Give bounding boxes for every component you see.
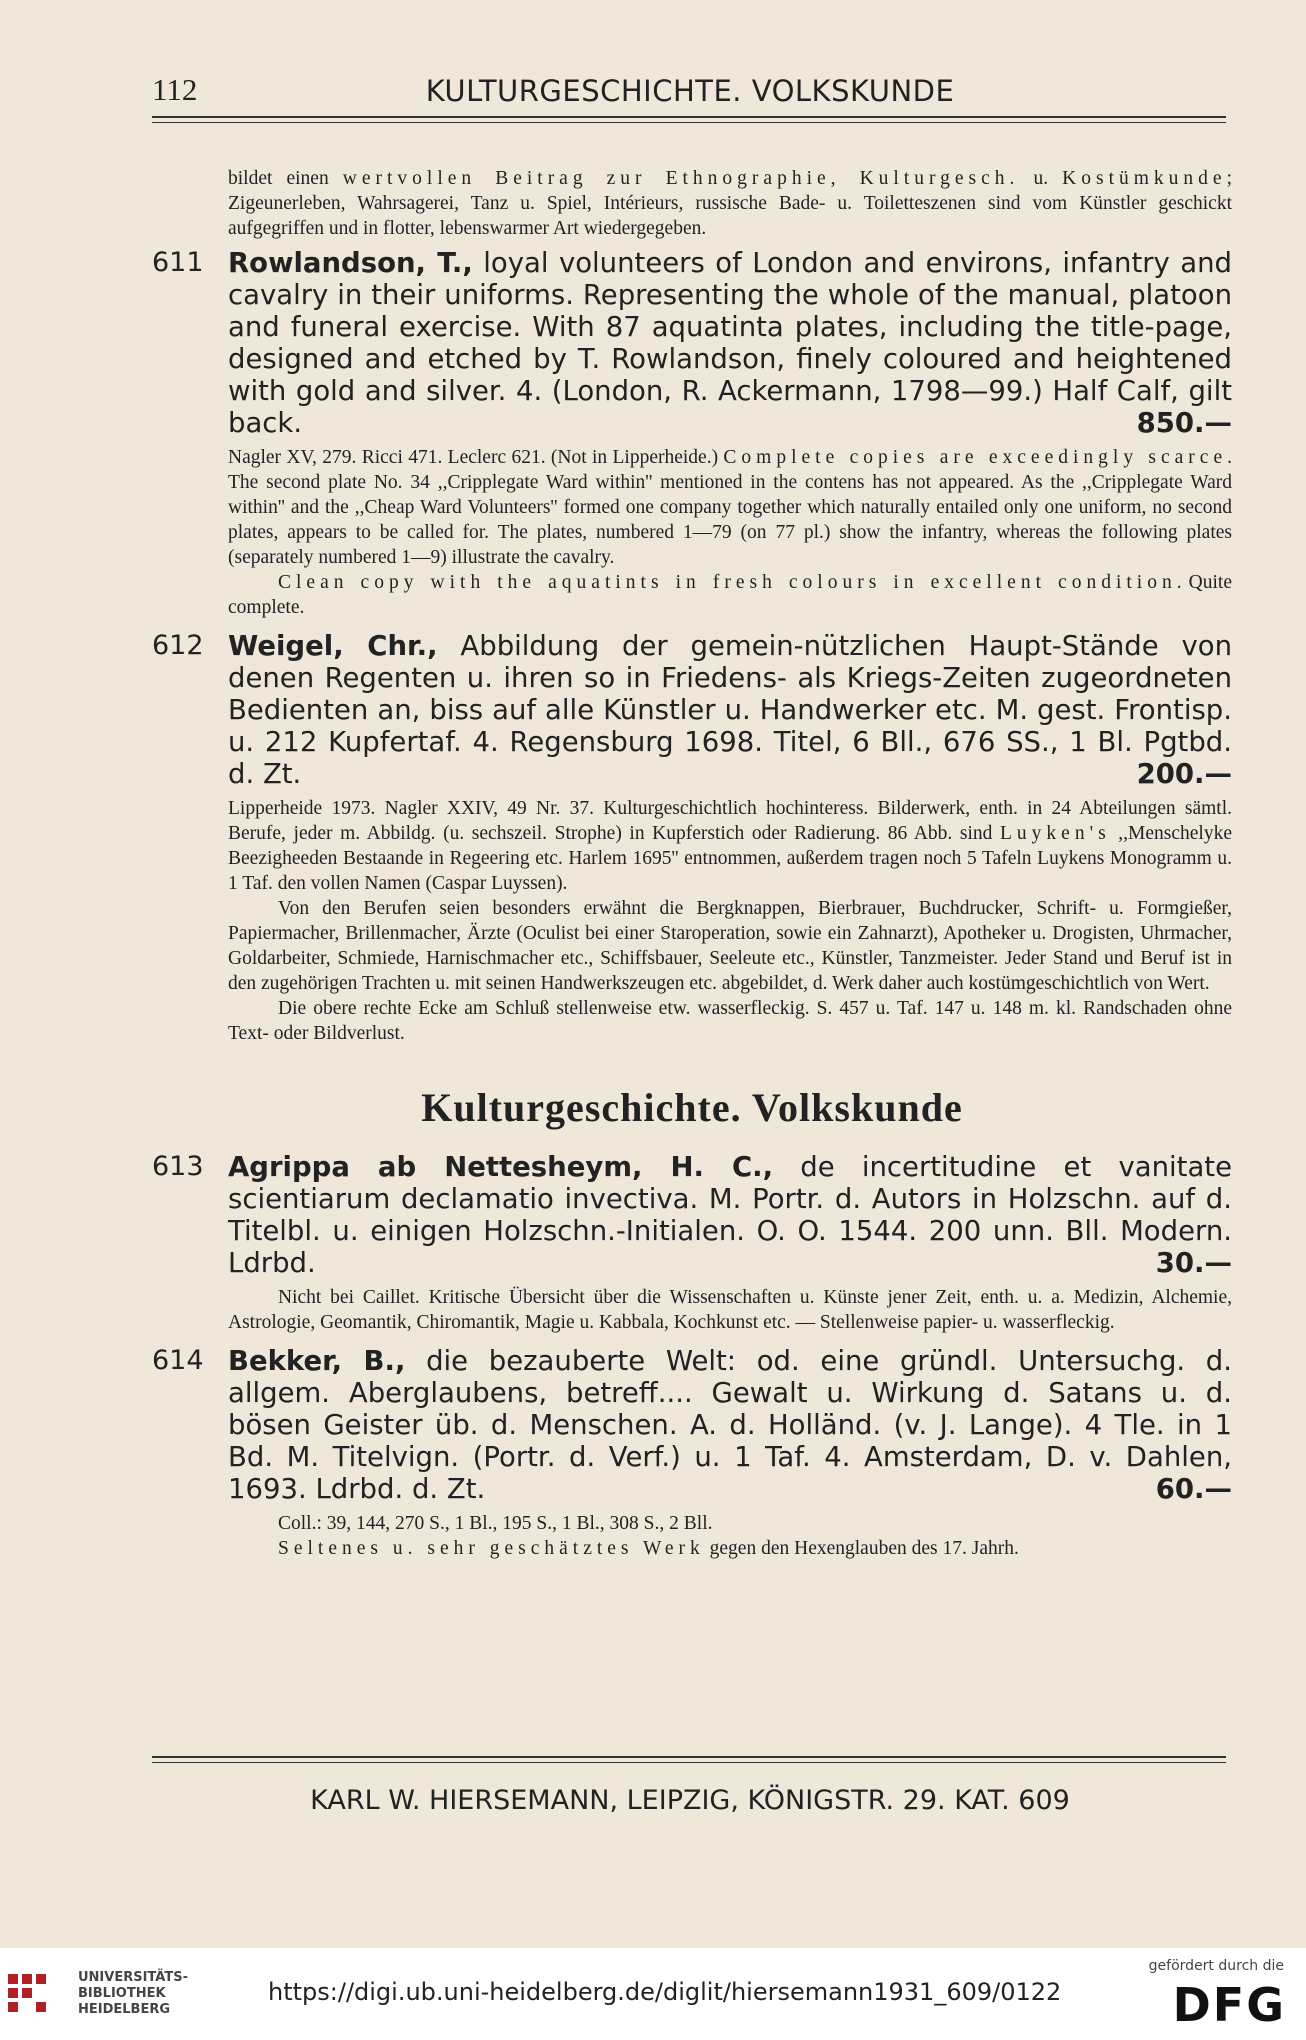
entry-description — [152, 630, 1232, 790]
entry-author: Agrippa ab Nettesheym, H. C., — [228, 1151, 774, 1183]
catalog-entry-612 — [152, 630, 1232, 1046]
footer-rule-top — [152, 1756, 1226, 1758]
entry-notes — [152, 1285, 1232, 1335]
note-paragraph: Von den Berufen seien besonders erwähnt die Bergknappen, Bierbrauer, Buchdrucker, Schrift- u. Formgießer, Papiermacher, Brillenmacher, Ärzte (Oculist bei einer Staroperation, sowie ein Zahnarzt), Apotheker u. Drogisten, Uhrmacher, Goldarbeiter, Schmiede, Harnischmacher etc., Schiffsbauer, Seeleute etc., Künstler, Tanzmeister. Jeder Stand und Beruf ist in den zugehörigen Trachten u. mit seinen Handwerkszeugen etc. abgebildet, d. Werk daher auch kostümgeschichtlich von Wert. — [228, 898, 1232, 994]
entry-notes — [152, 796, 1232, 1046]
entry-number: 614 — [152, 1345, 204, 1376]
entry-author: Bekker, B., — [228, 1345, 406, 1377]
note-emphasis: Complete copies are exceedingly scarce — [723, 447, 1228, 468]
entry-title: loyal volunteers of London and environs, infantry and cavalry in their uniforms. Representing the whole of the manual, platoon and funeral exercise. With 87 aquatinta plates, including the title-page, designed and etched by T. Rowlandson, finely coloured and heightened with gold and silver. 4. (London, R. Ackermann, 1798—99.) Half Calf, gilt back. — [228, 247, 1232, 439]
funding-note: gefördert durch die — [1148, 1958, 1284, 1974]
entry-title: Abbildung der gemein-nützlichen Haupt-Stände von denen Regenten u. ihren so in Friedens- als Kriegs-Zeiten zugeordneten Bedienten an, biss auf alle Künstler u. Handwerker etc. M. gest. Frontisp. u. 212 Kupfertaf. 4. Regensburg 1698. Titel, 6 Bll., 676 SS., 1 Bl. Pgtbd. d. Zt. — [228, 630, 1233, 790]
permalink-url[interactable]: https://digi.ub.uni-heidelberg.de/diglit/hiersemann1931_609/0122 — [268, 1978, 1062, 2006]
entry-description — [152, 247, 1232, 439]
entry-description — [152, 1151, 1232, 1279]
page-number: 112 — [152, 72, 198, 107]
note-text: . The second plate No. 34 ,,Cripplegate Ward within'' mentioned in the contens has not appeared. As the ,,Cripplegate Ward within'' and the ,,Cheap Ward Volunteers'' formed one company together which naturally entailed only one uniform, no second plates, appears to be called for. The plates, numbered 1—79 (on 77 pl.) show the infantry, whereas the following plates (separately numbered 1—9) illustrate the cavalry. — [228, 447, 1232, 568]
note-paragraph: Die obere rechte Ecke am Schluß stellenweise etw. wasserfleckig. S. 457 u. Taf. 147 u. 148 m. kl. Randschaden ohne Text- oder Bildverlust. — [228, 998, 1232, 1044]
intro-text: u. — [1033, 168, 1063, 189]
entry-number: 613 — [152, 1151, 204, 1182]
catalog-entry-614 — [152, 1345, 1232, 1561]
note-text: . Quite complete. — [228, 572, 1232, 618]
entry-notes — [152, 445, 1232, 620]
entry-price: 60.— — [1155, 1473, 1232, 1505]
entry-price: 850.— — [1136, 407, 1232, 439]
entry-notes — [152, 1511, 1232, 1561]
library-name-line: UNIVERSITÄTS- — [78, 1970, 188, 1985]
intro-emphasis: Kostümkunde — [1062, 168, 1227, 189]
page-header — [150, 72, 1230, 112]
entry-price: 30.— — [1155, 1247, 1232, 1279]
running-title: KULTURGESCHICHTE. VOLKSKUNDE — [425, 74, 955, 108]
entry-author: Rowlandson, T., — [228, 247, 473, 279]
note-text: Lipperheide 1973. Nagler XXIV, 49 Nr. 37. Kulturgeschichtlich hochinteress. Bilderwerk, enth. in 24 Abteilungen sämtl. Berufe, jeder m. Abbildg. (u. sechszeil. Strophe) in Kupferstich oder Radierung. 86 Abb. sind — [228, 798, 1232, 844]
university-library-logo-icon — [6, 1970, 66, 2026]
header-rule-top — [152, 116, 1226, 118]
footer-rule-bottom — [152, 1762, 1226, 1763]
viewer-bottom-bar — [0, 1948, 1306, 2040]
dfg-logo: DFG — [1172, 1978, 1286, 2032]
note-paragraph: Nicht bei Caillet. Kritische Übersicht über die Wissenschaften u. Künste jener Zeit, enth. u. a. Medizin, Alchemie, Astrologie, Geomantik, Chiromantik, Magie u. Kabbala, Kochkunst etc. — Stellenweise papier- u. wasserfleckig. — [228, 1287, 1232, 1333]
library-name-line: BIBLIOTHEK — [78, 1986, 166, 2001]
entry-title: die bezauberte Welt: od. eine gründl. Untersuchg. d. allgem. Aberglaubens, betreff.... Gewalt u. Wirkung d. Satans u. d. bösen Geister üb. d. Menschen. A. d. Holländ. (v. J. Lange). 4 Tle. in 1 Bd. M. Titelvign. (Portr. d. Verf.) u. 1 Taf. 4. Amsterdam, D. v. Dahlen, 1693. Ldrbd. d. Zt. — [228, 1345, 1232, 1505]
entry-description — [152, 1345, 1232, 1505]
publisher-footer: KARL W. HIERSEMANN, LEIPZIG, KÖNIGSTR. 29. KAT. 609 — [310, 1785, 1070, 1816]
catalog-entry-611 — [152, 247, 1232, 620]
entry-number: 611 — [152, 247, 204, 278]
note-text: gegen den Hexenglauben des 17. Jahrh. — [704, 1538, 1019, 1559]
catalog-content — [152, 166, 1232, 1561]
note-paragraph: Coll.: 39, 144, 270 S., 1 Bl., 195 S., 1 Bl., 308 S., 2 Bll. — [278, 1513, 713, 1534]
library-name — [78, 1970, 188, 2018]
intro-paragraph — [152, 166, 1232, 241]
section-title: Kulturgeschichte. Volkskunde — [421, 1085, 963, 1130]
note-text: ,,Menschelyke Beezigheeden Bestaande in Regeering etc. Harlem 1695'' entnommen, außerdem tragen noch 5 Tafeln Luykens Monogramm u. 1 Taf. den vollen Namen (Caspar Luyssen). — [228, 823, 1232, 894]
catalog-entry-613 — [152, 1151, 1232, 1335]
intro-text: ; Zigeunerleben, Wahrsagerei, Tanz u. Spiel, Intérieurs, russische Bade- u. Toiletteszenen sind vom Künstler geschickt aufgegriffen und in flotter, lebenswarmer Art wiedergegeben. — [228, 168, 1233, 239]
intro-text: bildet einen — [228, 168, 343, 189]
header-rule-bottom — [152, 122, 1226, 123]
note-emphasis: Seltenes u. sehr geschätztes Werk — [278, 1538, 705, 1559]
note-text: Nagler XV, 279. Ricci 471. Leclerc 621. (Not in Lipperheide.) — [228, 447, 724, 468]
entry-price: 200.— — [1136, 758, 1232, 790]
entry-author: Weigel, Chr., — [228, 630, 438, 662]
entry-title: de incertitudine et vanitate scientiarum declamatio invectiva. M. Portr. d. Autors in Holzschn. auf d. Titelbl. u. einigen Holzschn.-Initialen. O. O. 1544. 200 unn. Bll. Modern. Ldrbd. — [228, 1151, 1233, 1279]
note-emphasis: Luyken's — [1000, 823, 1111, 844]
note-emphasis: Clean copy with the aquatints in fresh colours in excellent condition — [278, 572, 1177, 593]
intro-emphasis: wertvollen Beitrag zur Ethnographie, Kulturgesch. — [342, 168, 1020, 189]
entry-number: 612 — [152, 630, 204, 661]
library-name-line: HEIDELBERG — [78, 2002, 171, 2017]
